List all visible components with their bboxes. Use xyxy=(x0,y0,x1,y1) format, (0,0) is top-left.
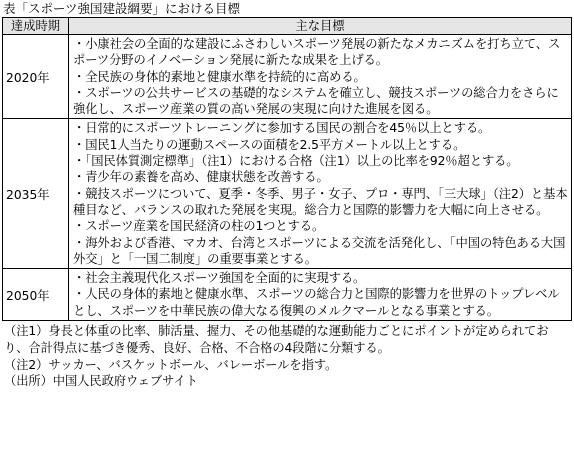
goals-cell xyxy=(69,35,572,119)
header-period: 達成時期 xyxy=(3,18,69,35)
table-header-row xyxy=(3,18,572,35)
goal-item: ・社会主義現代化スポーツ強国を全面的に実現する。 xyxy=(73,271,366,286)
period-cell: 2035年 xyxy=(3,119,69,269)
goal-item: ・競技スポーツについて、夏季・冬季、男子・女子、プロ・専門、「三大球」（注2）と基本種目など、バランスの取れた発展を実現。総合力と国際的影響力を大幅に向上させる。 xyxy=(73,186,568,217)
goals-table xyxy=(2,17,572,321)
goal-item: ・スポーツの公共サービスの基礎的なシステムを確立し、競技スポーツの総合力をさらに強化し、スポーツ産業の質の高い発展の実現に向けた進展を図る。 xyxy=(73,85,559,117)
notes-section xyxy=(4,323,570,390)
table-row-2035 xyxy=(3,119,572,269)
note-2: （注2）サッカー、バスケットボール、バレーボールを指す。 xyxy=(4,357,338,372)
period-cell: 2020年 xyxy=(3,35,69,119)
table-row-2050 xyxy=(3,269,572,321)
source-note: （出所）中国人民政府ウェブサイト xyxy=(4,374,198,389)
table-caption: 表「スポーツ強国建設綱要」における目標 xyxy=(3,1,241,16)
goal-item: ・国民1人当たりの運動スペースの面積を2.5平方メートル以上とする。 xyxy=(73,137,466,152)
header-goals: 主な目標 xyxy=(69,18,572,35)
note-1: （注1）身長と体重の比率、肺活量、握力、その他基礎的な運動能力ごとにポイントが定められており、合計得点に基づき優秀、良好、合格、不合格の4段階に分類する。 xyxy=(4,324,549,355)
goal-item: ・人民の身体的素地と健康水準、スポーツの総合力と国際的影響力を世界のトップレベルとし、スポーツを中華民族の偉大なる復興のメルクマールとなる事業とする。 xyxy=(73,287,560,318)
goals-cell xyxy=(69,119,572,269)
goal-item: ・スポーツ産業を国民経済の柱の1つとする。 xyxy=(73,219,325,234)
goal-item: ・小康社会の全面的な建設にふさわしいスポーツ発展の新たなメカニズムを打ち立て、スポーツ分野のイノベーション発展に新たな成果を上げる。 xyxy=(73,37,561,68)
goal-item: ・青少年の素養を高め、健康状態を改善する。 xyxy=(73,170,329,185)
goal-item: ・海外および香港、マカオ、台湾とスポーツによる交流を活発化し、「中国の特色ある大国外交」と「一国二制度」の重要事業とする。 xyxy=(73,235,566,266)
period-cell: 2050年 xyxy=(3,269,69,321)
goal-item: ・全民族の身体的素地と健康水準を持続的に高める。 xyxy=(73,69,366,84)
table-row-2020 xyxy=(3,35,572,119)
goals-cell xyxy=(69,269,572,321)
goal-item: ・「国民体質測定標準」（注1）における合格（注1）以上の比率を92％超とする。 xyxy=(73,154,519,169)
goal-item: ・日常的にスポーツトレーニングに参加する国民の割合を45％以上とする。 xyxy=(73,121,491,136)
